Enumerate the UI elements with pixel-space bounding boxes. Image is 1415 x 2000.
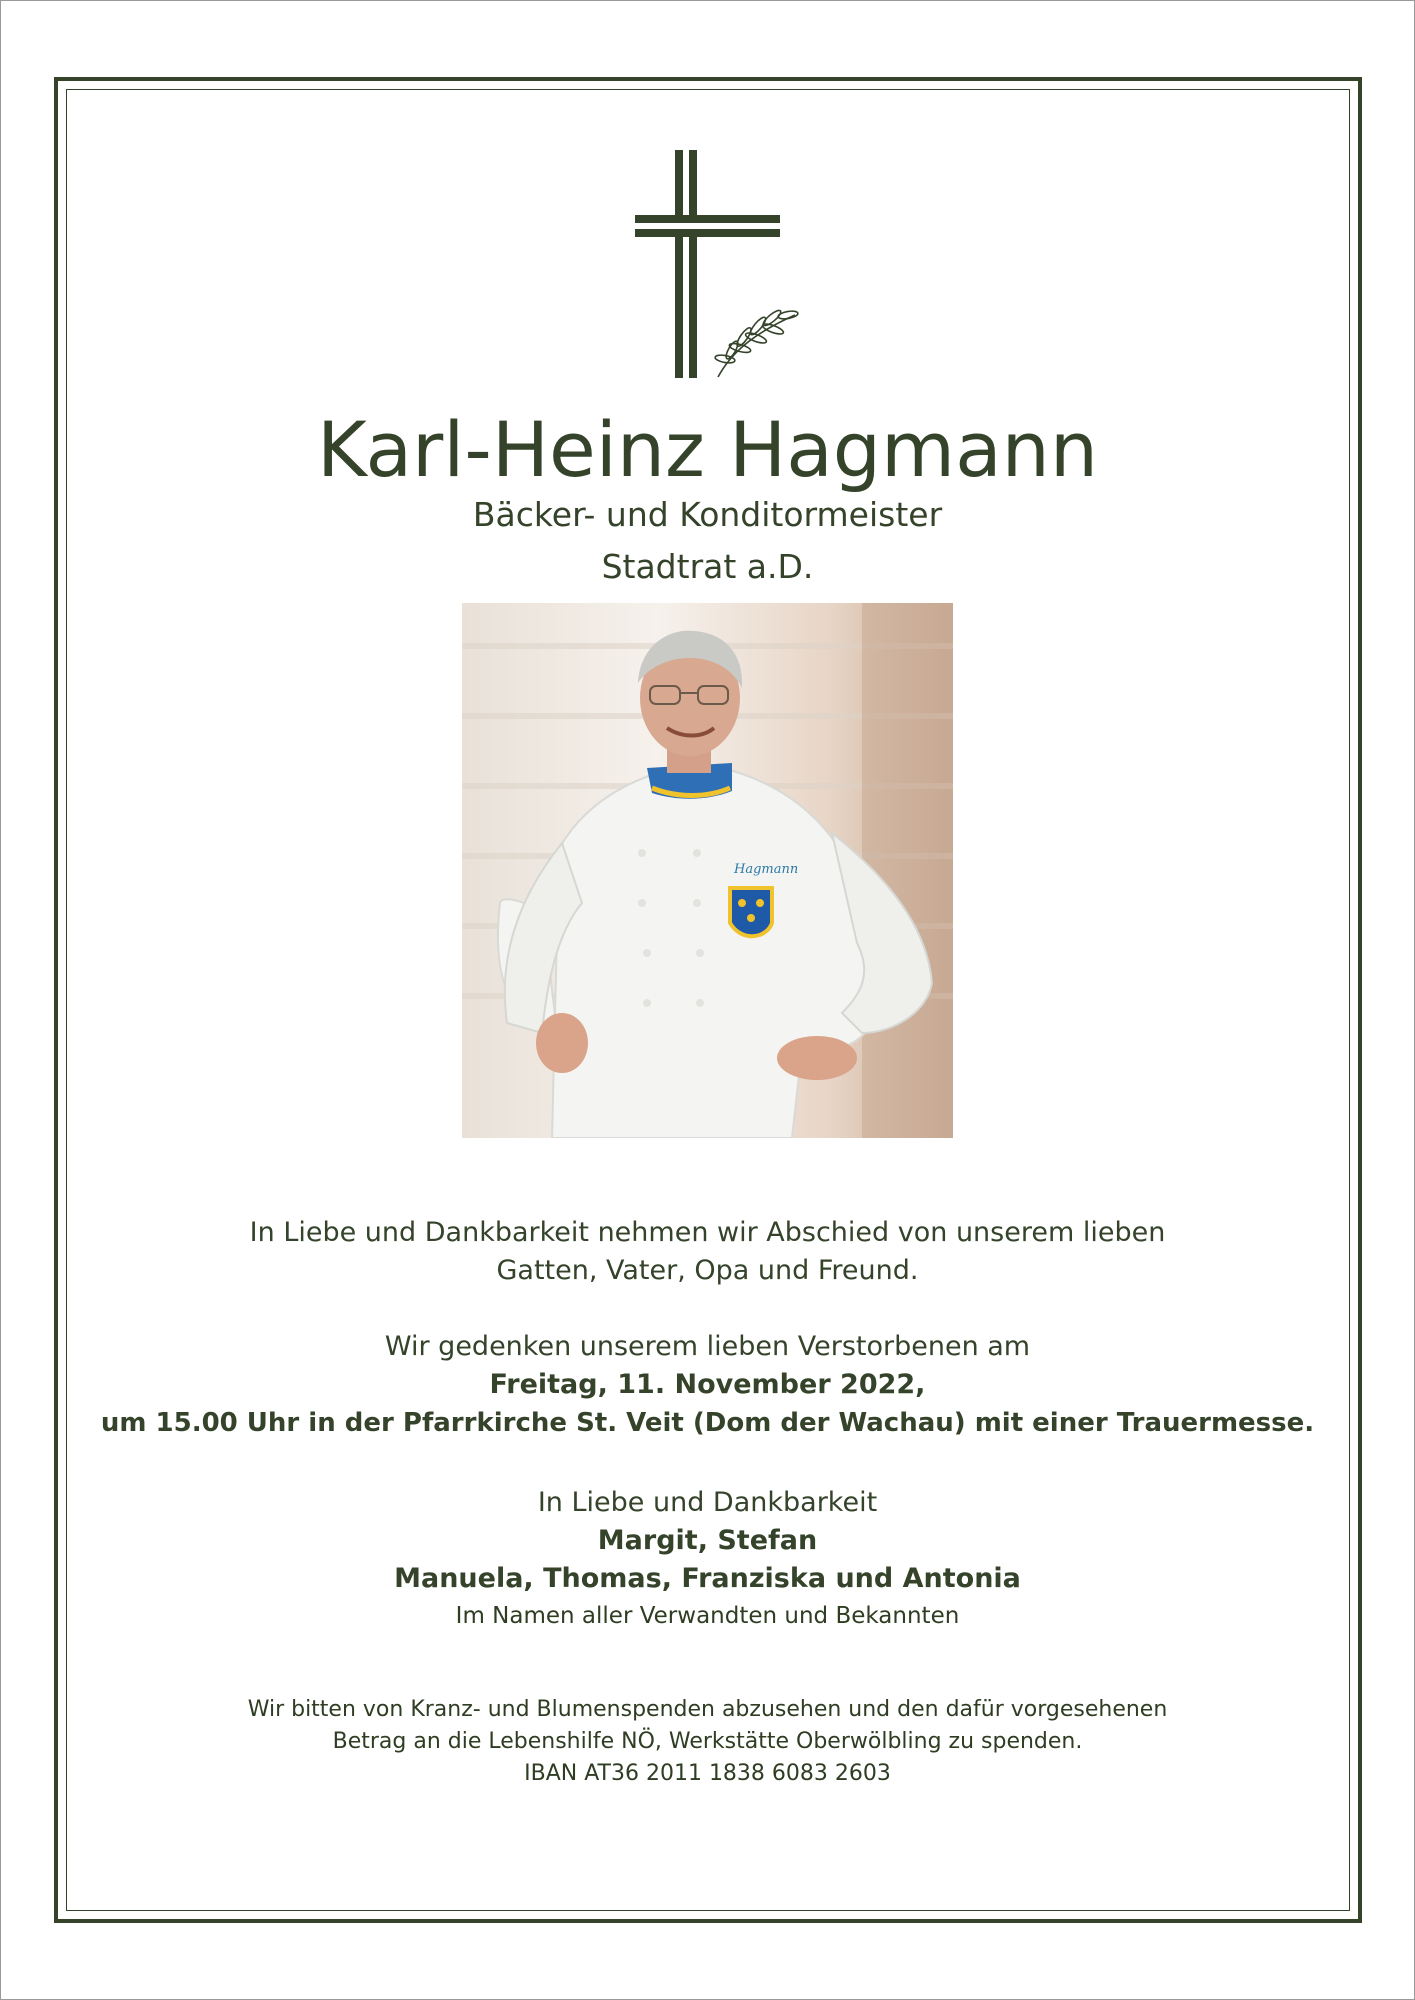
donation-line-2: Betrag an die Lebenshilfe NÖ, Werkstätte Oberwölbling zu spenden.: [332, 1729, 1083, 1754]
family-intro: In Liebe und Dankbarkeit: [537, 1487, 878, 1518]
service-details: um 15.00 Uhr in der Pfarrkirche St. Veit (Dom der Wachau) mit einer Trauermesse.: [100, 1408, 1315, 1438]
farewell-line-1: In Liebe und Dankbarkeit nehmen wir Abschied von unserem lieben: [249, 1217, 1166, 1248]
farewell-line-2: Gatten, Vater, Opa und Freund.: [496, 1255, 919, 1286]
family-note: Im Namen aller Verwandten und Bekannten: [455, 1603, 960, 1629]
service-date: Freitag, 11. November 2022,: [489, 1369, 926, 1400]
profession-title: Bäcker- und Konditormeister: [472, 495, 943, 534]
iban: IBAN AT36 2011 1838 6083 2603: [524, 1761, 891, 1786]
family-names-1: Margit, Stefan: [597, 1525, 818, 1556]
donation-line-1: Wir bitten von Kranz- und Blumenspenden abzusehen und den dafür vorgesehenen: [247, 1697, 1168, 1722]
family-names-2: Manuela, Thomas, Franziska und Antonia: [394, 1563, 1021, 1594]
service-intro: Wir gedenken unserem lieben Verstorbenen am: [384, 1331, 1031, 1362]
portrait-photo: [462, 603, 953, 1138]
deceased-name: Karl-Heinz Hagmann: [316, 405, 1098, 494]
jacket-embroidery: Hagmann: [734, 862, 799, 877]
cross-with-olive-branch-icon: [620, 145, 800, 385]
honorary-title: Stadtrat a.D.: [601, 547, 814, 586]
